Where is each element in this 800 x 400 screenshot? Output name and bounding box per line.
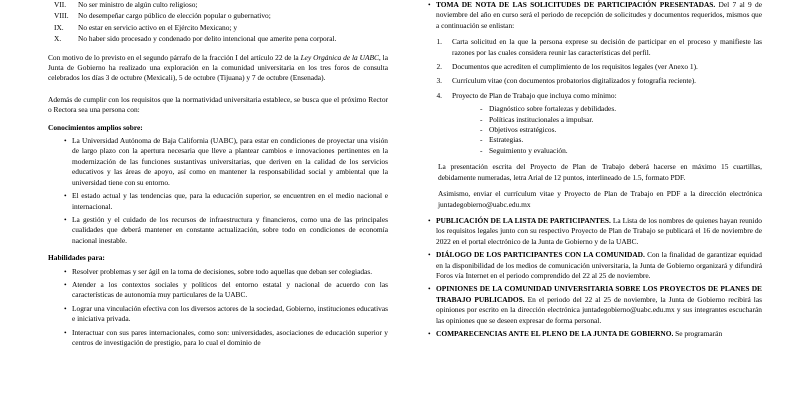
list-item-number: IX. [54, 22, 64, 32]
paragraph-text-a: Con motivo de lo previsto en el segundo párrafo de la fracción I del artículo 22 de la [48, 52, 301, 62]
process-stages-list [412, 216, 762, 339]
paragraph-text-b: , la Junta de Gobierno ha realizado una exploración en la comunidad universitaria en los tres foros de consulta celebrados los días 3 de octubre (Mexicali), 5 de octubre (Tijuana) y 7 de octubre (Ensenada). [48, 52, 389, 83]
bullet-heading: OPINIONES DE LA COMUNIDAD UNIVERSITARIA SOBRE LOS PROYECTOS DE PLANES DE TRABAJO PUBLICADOS. [436, 284, 762, 304]
legal-requirements-list [48, 0, 388, 45]
bullet-heading: DIÁLOGO DE LOS PARTICIPANTES CON LA COMUNIDAD. [436, 250, 645, 260]
list-item-number: X. [54, 34, 62, 44]
bullet-text: La Lista de los nombres de quienes hayan reunido los requisitos legales junto con su respectivo Proyecto de Plan de Trabajo se publicará el 16 de noviembre de 2022 en el portal electrónico de la Junta de Gobierno y de la UABC. [436, 215, 762, 246]
list-item: Carta solicitud en la que la persona exprese su decisión de participar en el proceso y manifieste las razones por las cuales considera reunir las características del perfil. [452, 37, 762, 57]
list-item: - Políticas institucionales a impulsar. [480, 115, 762, 125]
project-subitems-list [480, 104, 762, 156]
left-column [48, 0, 388, 354]
list-item: - Objetivos estratégicos. [480, 125, 762, 135]
list-item-text: No desempeñar cargo público de elección popular o gubernativo; [78, 11, 271, 21]
list-item: - Estrategias. [480, 135, 762, 145]
skills-list [48, 267, 388, 349]
list-item [442, 91, 762, 156]
note-email-text: Asimismo, enviar el currículum vitae y Proyecto de Plan de Trabajo en PDF a la dirección electrónica [438, 189, 762, 199]
paragraph-requisitos: Además de cumplir con los requisitos que la normatividad universitaria establece, se busca que el próximo Rector o Rectora sea una persona con: [48, 94, 388, 115]
bullet-text: En el periodo del 22 al 25 de noviembre, la Junta de Gobierno recibirá las opiniones por escrito en la dirección electrónica juntadegobierno@uabc.edu.mx y sus integrantes escucharán las opiniones que se deseen expresar de forma personal. [436, 294, 763, 325]
list-item-number: VIII. [54, 11, 69, 21]
list-item [428, 216, 762, 247]
list-item-text: No ser ministro de algún culto religioso; [78, 0, 198, 9]
list-item: - Diagnóstico sobre fortalezas y debilidades. [480, 104, 762, 114]
bullet-heading: COMPARECENCIAS ANTE EL PLENO DE LA JUNTA DE GOBIERNO. [436, 328, 674, 338]
list-item: • La gestión y el cuidado de los recursos de infraestructura y financieros, como una de las principales cualidades que deberá mantener en constante actualización, sobre todo en condiciones de economía nacional inestable. [64, 215, 388, 246]
toma-de-nota-section [412, 0, 762, 31]
bullet-text: Del 7 al 9 de noviembre del año en curso será el periodo de recepción de solicitudes y documentos requeridos, mismos que a continuación se enlistan: [436, 0, 762, 30]
note-email [438, 189, 762, 210]
required-documents-list [412, 37, 762, 156]
list-item [48, 34, 388, 44]
list-item [48, 0, 388, 10]
paragraph-exploracion [48, 53, 388, 84]
knowledge-list [48, 136, 388, 246]
list-item-text: Proyecto de Plan de Trabajo que incluya como mínimo: [452, 90, 617, 100]
heading-conocimientos: Conocimientos amplios sobre: [48, 122, 143, 132]
list-item: - Seguimiento y evaluación. [480, 146, 762, 156]
list-item [428, 329, 762, 339]
bullet-heading: PUBLICACIÓN DE LA LISTA DE PARTICIPANTES. [436, 215, 611, 225]
note-format: La presentación escrita del Proyecto de Plan de Trabajo deberá hacerse en máximo 15 cuartillas, debidamente numeradas, letra Arial de 12 puntos, interlineado de 1.5, formato PDF. [438, 162, 762, 182]
list-item [428, 250, 762, 281]
list-item [48, 23, 388, 33]
list-item: Documentos que acrediten el cumplimiento de los requisitos legales (ver Anexo 1). [452, 62, 698, 72]
law-title: Ley Orgánica de la UABC [300, 52, 379, 62]
list-item: • Atender a los contextos sociales y políticos del entorno estatal y nacional de acuerdo con las características de autonomía muy particulares de la UABC. [64, 280, 388, 301]
list-item: • La Universidad Autónoma de Baja California (UABC), para estar en condiciones de proyectar una visión de largo plazo con la apertura necesaria que lleve a plantear cambios e innovaciones pertinentes en la modernización de las funciones sustantivas universitarias, que deriven en la calidad de los servicios educativos y las áreas de apoyo, así como en mantener la responsabilidad social y ambiental que la universidad tiene con su entorno. [64, 136, 388, 188]
right-column [412, 0, 762, 345]
bullet-text: Con la finalidad de garantizar equidad en la disponibilidad de los medios de comunicación universitaria, la Junta de Gobierno organizará y difundirá Foros vía Internet en el periodo comprendido del 22 al 25 de noviembre. [436, 250, 762, 280]
list-item [428, 0, 762, 31]
list-item [48, 11, 388, 21]
list-item: Currículum vitae (con documentos probatorios digitalizados y fotografía reciente). [452, 76, 697, 86]
list-item: • Lograr una vinculación efectiva con los diversos actores de la sociedad, Gobierno, instituciones educativas e iniciativa privada. [64, 304, 388, 325]
list-item: • Resolver problemas y ser ágil en la toma de decisiones, sobre todo aquellas que deban ser colegiadas. [64, 267, 388, 277]
list-item [428, 284, 762, 326]
list-item-text: No estar en servicio activo en el Ejército Mexicano; y [78, 22, 238, 32]
list-item-text: No haber sido procesado y condenado por delito intencional que amerite pena corporal. [78, 34, 337, 44]
list-item-number: VII. [54, 0, 67, 9]
bullet-text: Se programarán [673, 328, 723, 338]
heading-habilidades: Habilidades para: [48, 253, 105, 263]
email-address: juntadegobierno@uabc.edu.mx [438, 199, 531, 209]
bullet-heading: TOMA DE NOTA DE LAS SOLICITUDES DE PARTICIPACIÓN PRESENTADAS. [436, 0, 716, 9]
list-item: • El estado actual y las tendencias que, para la educación superior, se encuentren en el medio nacional e internacional. [64, 191, 388, 212]
submission-notes [438, 162, 762, 210]
list-item: • Interactuar con sus pares internacionales, como son: universidades, asociaciones de educación superior y centros de investigación de prestigio, para lo cual el dominio de [64, 328, 388, 349]
